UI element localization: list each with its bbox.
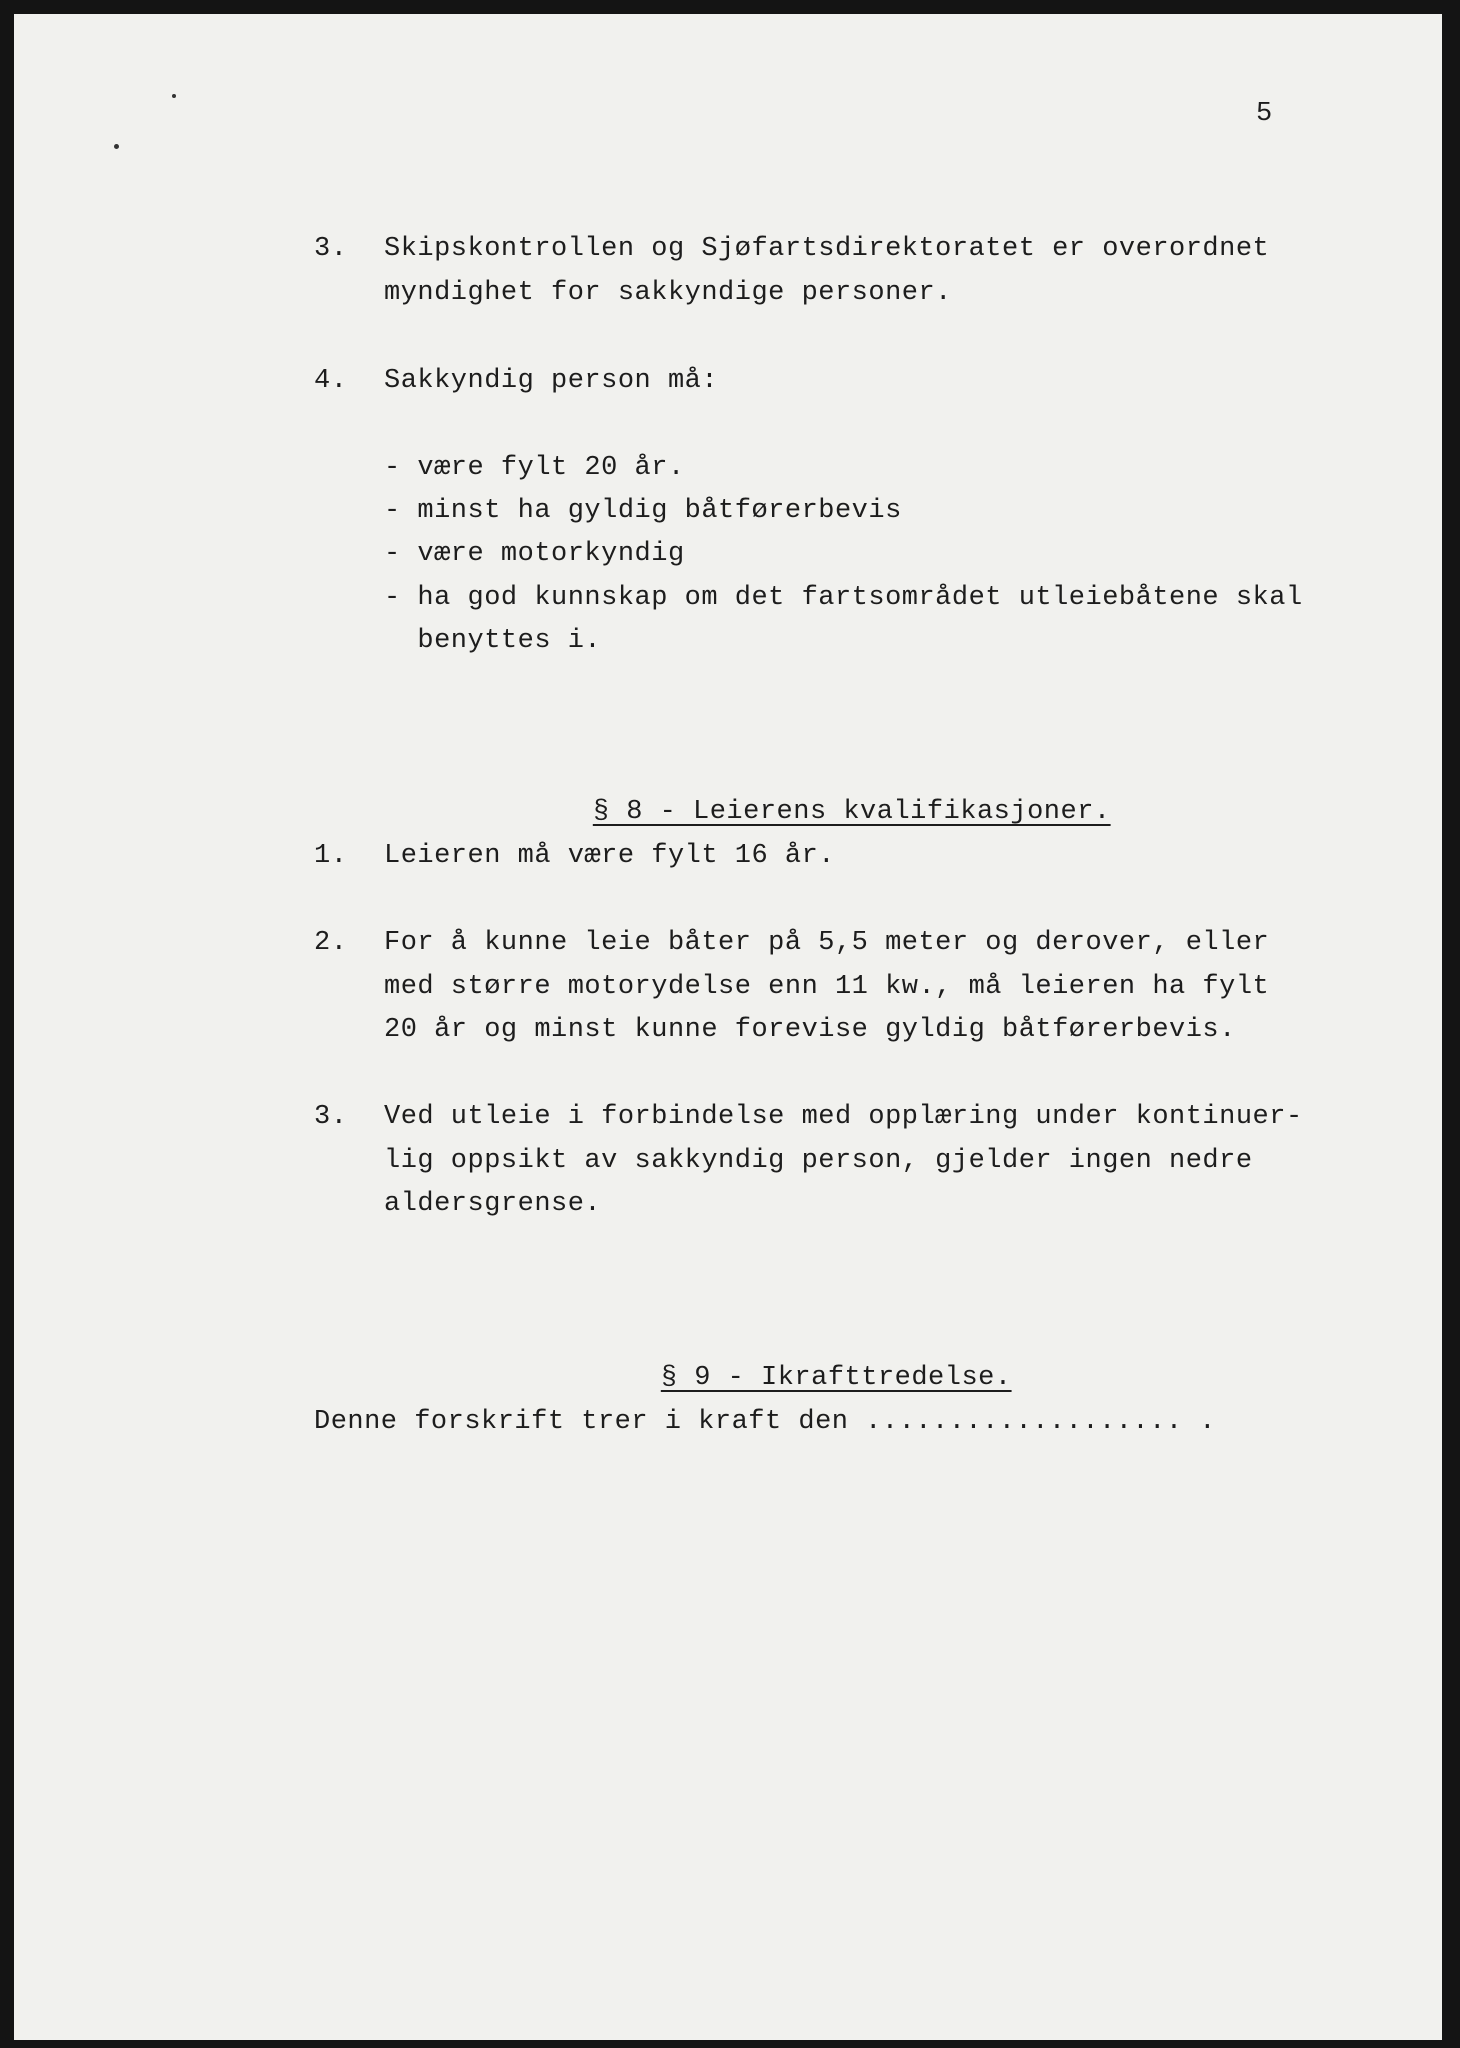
- requirement-item: - minst ha gyldig båtførerbevis: [384, 496, 902, 526]
- requirement-item: - ha god kunnskap om det fartsområdet utleiebåtene skal: [384, 583, 1303, 613]
- scan-speck: [172, 94, 176, 98]
- requirement-item: - være motorkyndig: [384, 539, 685, 569]
- list-item-line: Sakkyndig person må:: [384, 366, 719, 396]
- section-heading-text: § 8 - Leierens kvalifikasjoner.: [592, 797, 1111, 827]
- page-number: 5: [1256, 99, 1273, 129]
- list-item-number: 4.: [314, 366, 348, 396]
- list-item-line: Leieren må være fylt 16 år.: [384, 841, 835, 871]
- list-item-line: Ved utleie i forbindelse med opplæring under kontinuer-: [384, 1102, 1303, 1132]
- list-item-number: 3.: [314, 1102, 348, 1132]
- list-item-number: 1.: [314, 841, 348, 871]
- list-item-line: For å kunne leie båter på 5,5 meter og derover, eller: [384, 928, 1270, 958]
- list-item-line: aldersgrense.: [384, 1189, 602, 1219]
- requirement-item: - være fylt 20 år.: [384, 453, 685, 483]
- document-page: [14, 14, 1442, 2040]
- requirement-item-continuation: benyttes i.: [384, 626, 602, 656]
- section-heading-text: § 9 - Ikrafttredelse.: [660, 1363, 1012, 1393]
- list-item-line: Skipskontrollen og Sjøfartsdirektoratet er overordnet: [384, 234, 1270, 264]
- list-item-line: med større motorydelse enn 11 kw., må leieren ha fylt: [384, 972, 1270, 1002]
- list-item-number: 2.: [314, 928, 348, 958]
- list-item-line: 20 år og minst kunne forevise gyldig båtførerbevis.: [384, 1015, 1236, 1045]
- scan-speck: [114, 144, 119, 149]
- list-item-line: lig oppsikt av sakkyndig person, gjelder ingen nedre: [384, 1146, 1253, 1176]
- effective-date-line: Denne forskrift trer i kraft den ................... .: [314, 1407, 1216, 1437]
- list-item-line: myndighet for sakkyndige personer.: [384, 278, 952, 308]
- list-item-number: 3.: [314, 234, 348, 264]
